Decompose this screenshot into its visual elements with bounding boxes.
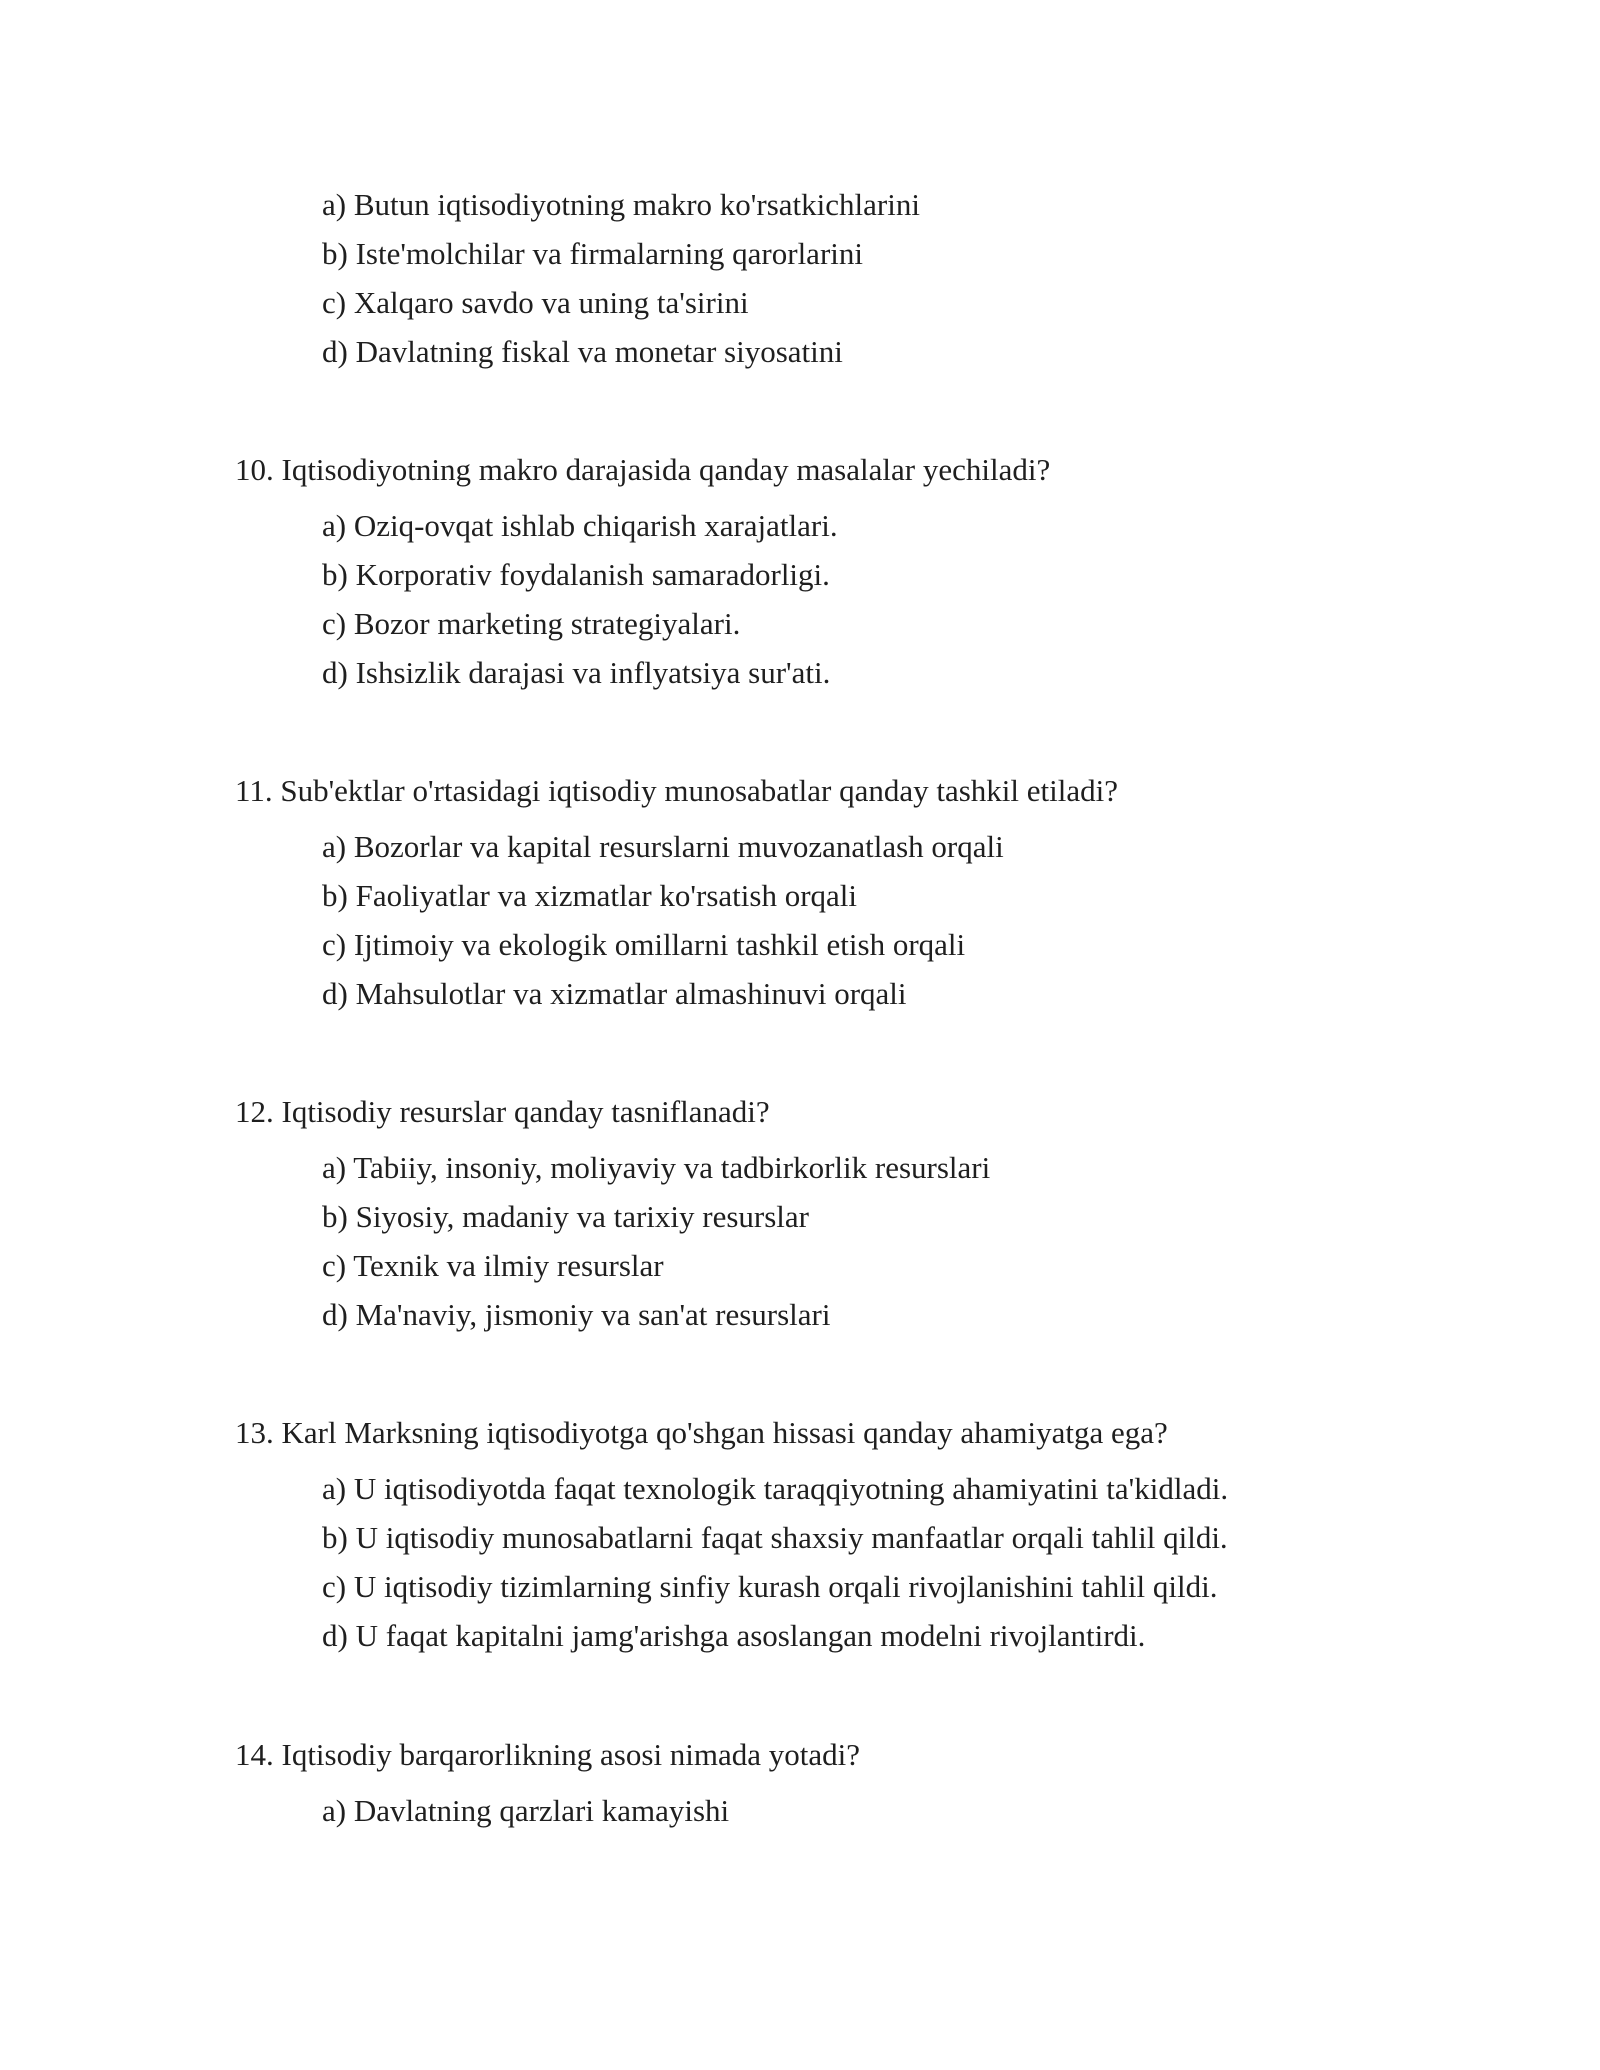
option-12d: d) Ma'naviy, jismoniy va san'at resurslari <box>322 1297 831 1332</box>
option-13b: b) U iqtisodiy munosabatlarni faqat shaxsiy manfaatlar orqali tahlil qildi. <box>322 1520 1228 1555</box>
question-13: 13. Karl Marksning iqtisodiyotga qo'shgan hissasi qanday ahamiyatga ega? <box>235 1415 1168 1450</box>
option-11a: a) Bozorlar va kapital resurslarni muvozanatlash orqali <box>322 829 1004 864</box>
option-13d: d) U faqat kapitalni jamg'arishga asoslangan modelni rivojlantirdi. <box>322 1618 1146 1653</box>
question-14: 14. Iqtisodiy barqarorlikning asosi nimada yotadi? <box>235 1737 861 1772</box>
option-10c: c) Bozor marketing strategiyalari. <box>322 606 741 641</box>
question-10: 10. Iqtisodiyotning makro darajasida qanday masalalar yechiladi? <box>235 452 1051 487</box>
option-10b: b) Korporativ foydalanish samaradorligi. <box>322 557 830 592</box>
question-11: 11. Sub'ektlar o'rtasidagi iqtisodiy munosabatlar qanday tashkil etiladi? <box>235 773 1119 808</box>
option-11c: c) Ijtimoiy va ekologik omillarni tashkil etish orqali <box>322 927 966 962</box>
option-9d: d) Davlatning fiskal va monetar siyosatini <box>322 334 843 369</box>
option-9c: c) Xalqaro savdo va uning ta'sirini <box>322 285 749 320</box>
option-12c: c) Texnik va ilmiy resurslar <box>322 1248 664 1283</box>
question-12: 12. Iqtisodiy resurslar qanday tasniflanadi? <box>235 1094 770 1129</box>
option-14a: a) Davlatning qarzlari kamayishi <box>322 1793 730 1828</box>
option-12a: a) Tabiiy, insoniy, moliyaviy va tadbirkorlik resurslari <box>322 1150 991 1185</box>
option-11b: b) Faoliyatlar va xizmatlar ko'rsatish orqali <box>322 878 858 913</box>
option-10d: d) Ishsizlik darajasi va inflyatsiya sur'ati. <box>322 655 831 690</box>
option-10a: a) Oziq-ovqat ishlab chiqarish xarajatlari. <box>322 508 838 543</box>
option-13c: c) U iqtisodiy tizimlarning sinfiy kurash orqali rivojlanishini tahlil qildi. <box>322 1569 1218 1604</box>
option-11d: d) Mahsulotlar va xizmatlar almashinuvi orqali <box>322 976 907 1011</box>
option-13a: a) U iqtisodiyotda faqat texnologik taraqqiyotning ahamiyatini ta'kidladi. <box>322 1471 1229 1506</box>
option-9b: b) Iste'molchilar va firmalarning qarorlarini <box>322 236 863 271</box>
option-9a: a) Butun iqtisodiyotning makro ko'rsatkichlarini <box>322 187 920 222</box>
option-12b: b) Siyosiy, madaniy va tarixiy resurslar <box>322 1199 809 1234</box>
